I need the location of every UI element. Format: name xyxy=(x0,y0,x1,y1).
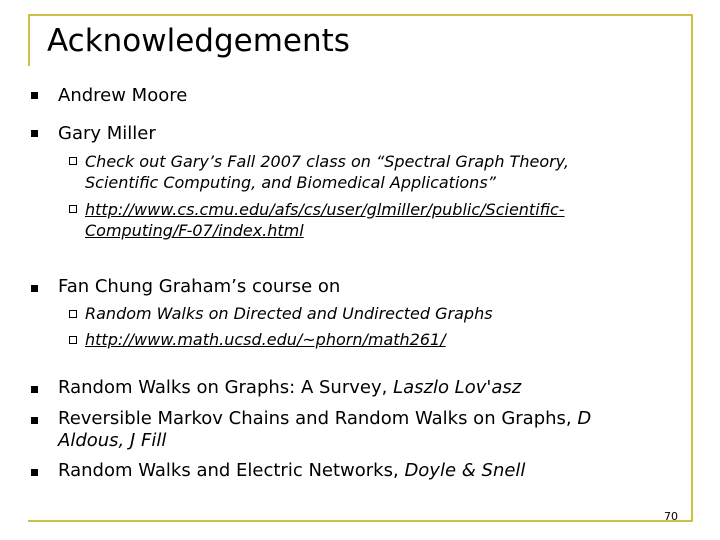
list-item xyxy=(58,377,618,399)
square-bullet-icon xyxy=(31,386,38,393)
reference-authors: Laszlo Lov'asz xyxy=(393,377,522,398)
reference-authors: D Aldous, J Fill xyxy=(58,408,592,451)
sub-list-item: Random Walks on Directed and Undirected Graphs xyxy=(85,304,493,323)
square-bullet-icon xyxy=(31,92,38,99)
link[interactable]: http://www.cs.cmu.edu/afs/cs/user/glmiller/public/Scientific-Computing/F-07/index.html xyxy=(85,200,565,240)
frame-left-border xyxy=(28,14,30,66)
list-item xyxy=(58,460,618,482)
hollow-square-bullet-icon xyxy=(69,157,77,165)
slide-title: Acknowledgements xyxy=(47,23,350,59)
square-bullet-icon xyxy=(31,285,38,292)
square-bullet-icon xyxy=(31,417,38,424)
list-item: Andrew Moore xyxy=(58,85,188,106)
list-item xyxy=(58,408,608,452)
hollow-square-bullet-icon xyxy=(69,336,77,344)
reference-title: Random Walks and Electric Networks, xyxy=(58,460,405,481)
frame-right-border xyxy=(691,14,693,521)
square-bullet-icon xyxy=(31,469,38,476)
list-item: Gary Miller xyxy=(58,123,156,144)
reference-title: Random Walks on Graphs: A Survey, xyxy=(58,377,394,398)
page-number: 70 xyxy=(664,510,678,523)
square-bullet-icon xyxy=(31,130,38,137)
link[interactable]: http://www.math.ucsd.edu/~phorn/math261/ xyxy=(85,330,446,349)
reference-title: Reversible Markov Chains and Random Walks on Graphs, xyxy=(58,408,578,429)
hollow-square-bullet-icon xyxy=(69,205,77,213)
hollow-square-bullet-icon xyxy=(69,310,77,318)
reference-authors: Doyle & Snell xyxy=(404,460,526,481)
frame-top-border xyxy=(28,14,692,16)
sub-list-item: Check out Gary’s Fall 2007 class on “Spectral Graph Theory, Scientific Computing, and Biomedical Applications” xyxy=(85,152,569,192)
list-item: Fan Chung Graham’s course on xyxy=(58,276,341,297)
frame-bottom-border xyxy=(28,520,693,522)
